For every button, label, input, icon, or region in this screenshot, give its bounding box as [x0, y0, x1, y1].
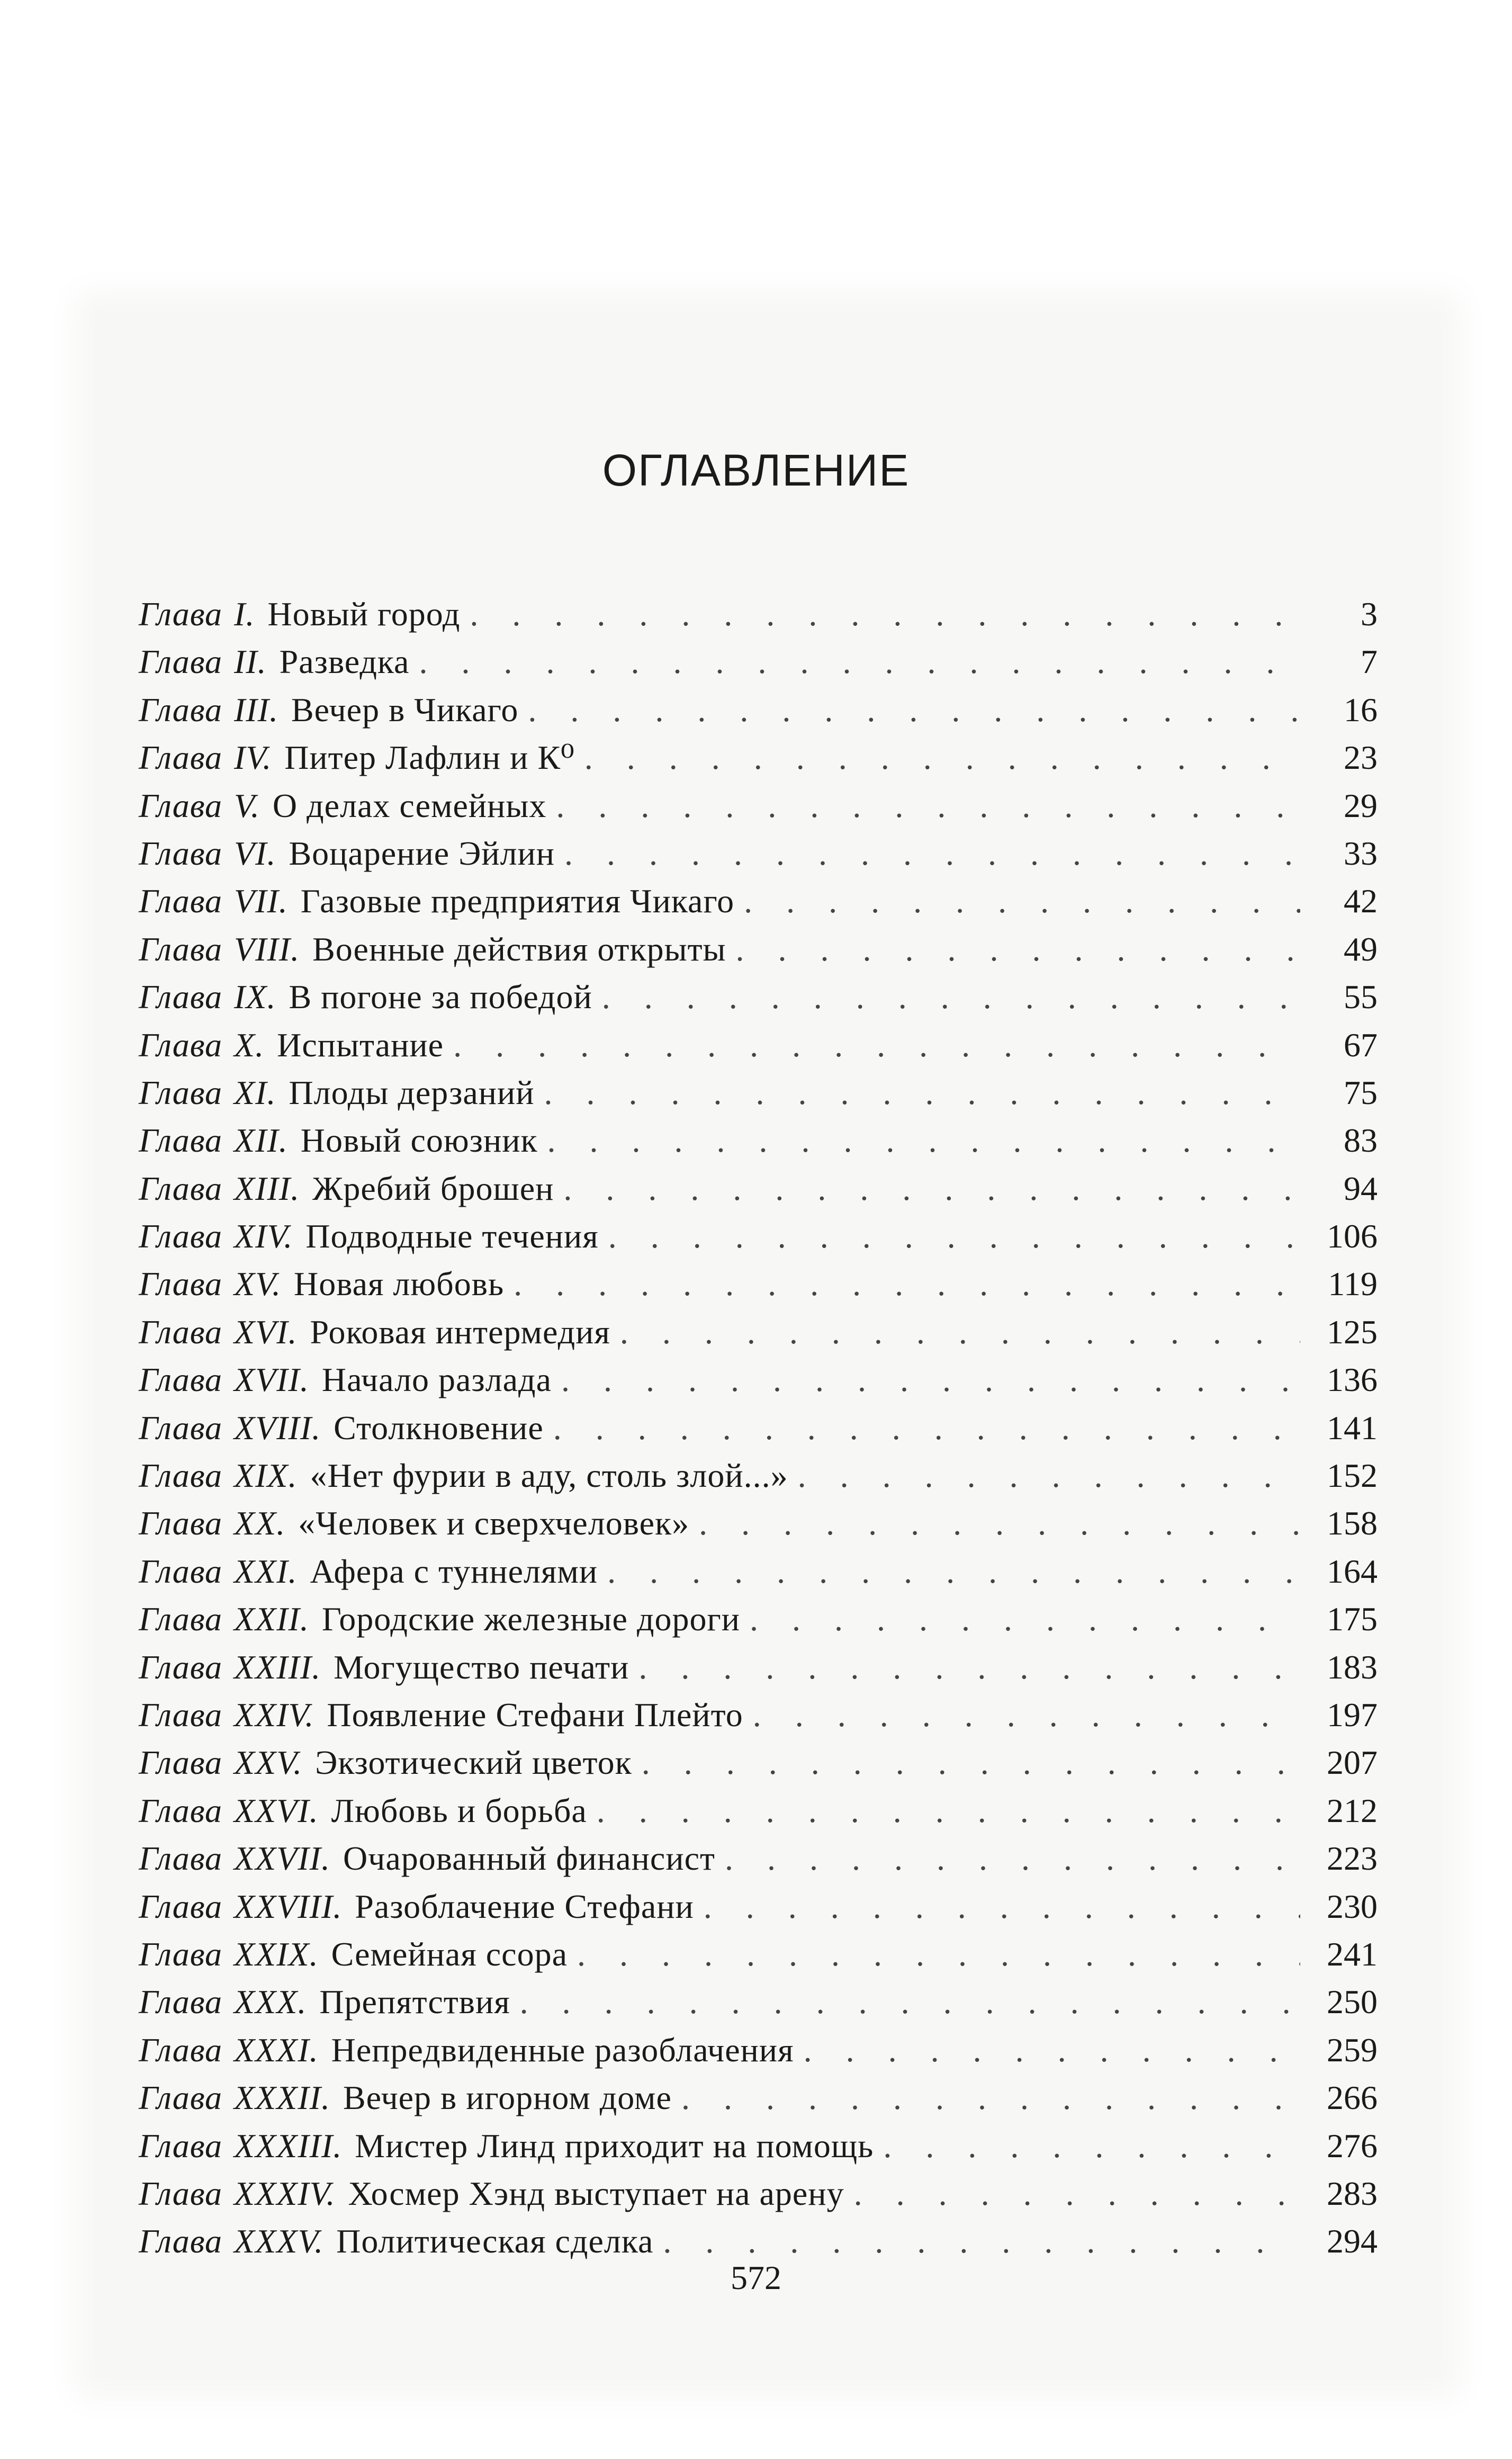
chapter-label — [139, 1644, 334, 1691]
page-number: 125 — [1327, 1313, 1378, 1351]
chapter-title: «Нет фурии в аду, столь злой...» — [310, 1457, 788, 1495]
numeral-separator: . — [314, 2222, 324, 2260]
dot-leader — [620, 1308, 1300, 1356]
chapter-label — [139, 973, 289, 1021]
numeral-separator: . — [312, 1408, 321, 1447]
chapter-word: Глава — [139, 1695, 223, 1734]
chapter-label — [139, 2122, 355, 2170]
chapter-label — [139, 782, 273, 830]
chapter-word: Глава — [139, 978, 223, 1016]
dot-leader — [602, 973, 1300, 1021]
chapter-title: Новая любовь — [293, 1265, 505, 1303]
chapter-label — [139, 1595, 322, 1643]
dot-leader — [553, 1404, 1300, 1452]
numeral-separator: . — [326, 2174, 336, 2212]
chapter-word: Глава — [139, 1552, 223, 1590]
dot-leader — [520, 1978, 1300, 2026]
chapter-word: Глава — [139, 1457, 223, 1495]
dot-leader — [564, 830, 1300, 877]
dot-leader — [470, 590, 1300, 638]
numeral-separator: . — [257, 643, 267, 681]
page-number: 183 — [1327, 1648, 1378, 1686]
chapter-word: Глава — [139, 1026, 223, 1064]
page-number: 7 — [1361, 643, 1378, 681]
chapter-numeral: XXVIII — [234, 1887, 334, 1925]
numeral-separator: . — [309, 1791, 319, 1829]
toc-entry[interactable] — [139, 1644, 1378, 1691]
chapter-numeral: XXII — [234, 1600, 300, 1638]
numeral-separator: . — [278, 882, 288, 920]
chapter-title: Роковая интермедия — [310, 1313, 610, 1351]
toc-entry[interactable] — [139, 1021, 1378, 1069]
chapter-numeral: I — [234, 595, 246, 633]
dot-leader — [528, 686, 1300, 734]
chapter-title: «Человек и сверхчеловек» — [298, 1504, 690, 1542]
numeral-separator: . — [267, 978, 276, 1016]
dot-leader — [607, 1548, 1300, 1595]
chapter-label — [139, 1356, 322, 1404]
toc-entry[interactable] — [139, 734, 1378, 782]
page-number: 212 — [1327, 1791, 1378, 1829]
chapter-label — [139, 638, 280, 686]
page-number: 223 — [1327, 1839, 1378, 1878]
numeral-separator: . — [246, 595, 255, 633]
toc-entry[interactable] — [139, 590, 1378, 638]
chapter-label — [139, 1452, 310, 1500]
dot-leader — [725, 1835, 1300, 1882]
chapter-title: Новый город — [267, 595, 461, 633]
dot-leader — [736, 926, 1300, 973]
toc-entry[interactable] — [139, 1595, 1378, 1643]
chapter-title: Появление Стефани Плейто — [327, 1695, 743, 1734]
page-number: 106 — [1327, 1217, 1378, 1255]
chapter-title: В погоне за победой — [289, 978, 592, 1016]
chapter-numeral: VII — [234, 882, 279, 920]
chapter-title: Городские железные дороги — [321, 1600, 740, 1638]
chapter-word: Глава — [139, 1983, 223, 2021]
toc-entry[interactable] — [139, 1691, 1378, 1739]
table-of-contents — [139, 590, 1378, 2266]
chapter-numeral: IV — [234, 739, 263, 777]
toc-entry[interactable] — [139, 1500, 1378, 1547]
toc-entry[interactable] — [139, 926, 1378, 973]
chapter-numeral: XXIII — [234, 1648, 312, 1686]
dot-leader — [577, 1931, 1300, 1978]
chapter-title: Газовые предприятия Чикаго — [300, 882, 735, 920]
dot-leader — [753, 1691, 1300, 1739]
chapter-word: Глава — [139, 1169, 223, 1207]
chapter-label — [139, 2170, 348, 2218]
chapter-numeral: XVII — [234, 1361, 300, 1399]
chapter-numeral: XXI — [234, 1552, 289, 1590]
toc-entry[interactable] — [139, 2122, 1378, 2170]
chapter-numeral: VIII — [234, 930, 291, 968]
numeral-separator: . — [278, 1121, 288, 1160]
page-number: 283 — [1327, 2174, 1378, 2212]
chapter-word: Глава — [139, 2126, 223, 2165]
chapter-label — [139, 1021, 277, 1069]
dot-leader — [699, 1500, 1300, 1547]
numeral-separator: . — [300, 1600, 309, 1638]
chapter-word: Глава — [139, 1839, 223, 1878]
chapter-word: Глава — [139, 882, 223, 920]
chapter-numeral: XVIII — [234, 1408, 312, 1447]
toc-entry[interactable] — [139, 2074, 1378, 2122]
page-number: 294 — [1327, 2222, 1378, 2260]
chapter-word: Глава — [139, 1313, 223, 1351]
chapter-label — [139, 1548, 310, 1595]
chapter-title: Могущество печати — [334, 1648, 629, 1686]
chapter-word: Глава — [139, 1408, 223, 1447]
chapter-title: Непредвиденные разоблачения — [331, 2031, 794, 2069]
chapter-label — [139, 877, 301, 925]
chapter-numeral: XII — [234, 1121, 279, 1160]
toc-entry[interactable] — [139, 877, 1378, 925]
dot-leader — [854, 2170, 1300, 2218]
page-number: 276 — [1327, 2126, 1378, 2165]
chapter-label — [139, 830, 289, 877]
toc-entry[interactable] — [139, 2170, 1378, 2218]
chapter-numeral: XX — [234, 1504, 277, 1542]
chapter-numeral: XIII — [234, 1169, 291, 1207]
dot-leader — [419, 638, 1300, 686]
numeral-separator: . — [276, 1504, 286, 1542]
numeral-separator: . — [293, 1744, 303, 1782]
chapter-word: Глава — [139, 2031, 223, 2069]
chapter-label — [139, 686, 291, 734]
chapter-word: Глава — [139, 1121, 223, 1160]
chapter-title: Разоблачение Стефани — [355, 1887, 694, 1925]
page-number: 197 — [1327, 1695, 1378, 1734]
page-number: 207 — [1327, 1744, 1378, 1782]
dot-leader — [642, 1739, 1300, 1787]
chapter-label — [139, 1500, 298, 1547]
dot-leader — [883, 2122, 1300, 2170]
toc-entry[interactable] — [139, 1069, 1378, 1117]
dot-leader — [750, 1595, 1300, 1643]
chapter-word: Глава — [139, 1887, 223, 1925]
toc-entry[interactable] — [139, 1978, 1378, 2026]
chapter-numeral: XV — [234, 1265, 272, 1303]
numeral-separator: . — [288, 1457, 298, 1495]
chapter-label — [139, 2026, 331, 2074]
chapter-label — [139, 1308, 310, 1356]
chapter-title: Вечер в игорном доме — [343, 2079, 672, 2117]
numeral-separator: . — [312, 1648, 321, 1686]
chapter-title: Вечер в Чикаго — [291, 690, 519, 729]
chapter-word: Глава — [139, 930, 223, 968]
toc-entry[interactable] — [139, 686, 1378, 734]
chapter-title: Очарованный финансист — [343, 1839, 715, 1878]
chapter-title: Плоды дерзаний — [289, 1073, 535, 1111]
page-number: 67 — [1344, 1026, 1378, 1064]
numeral-separator: . — [298, 1983, 307, 2021]
toc-entry[interactable] — [139, 1883, 1378, 1931]
page-number: 42 — [1344, 882, 1378, 920]
chapter-numeral: V — [234, 786, 251, 824]
chapter-label — [139, 1404, 334, 1452]
toc-entry[interactable] — [139, 1213, 1378, 1260]
chapter-word: Глава — [139, 595, 223, 633]
dot-leader — [704, 1883, 1300, 1931]
folio-page-number: 572 — [731, 2259, 781, 2296]
toc-entry[interactable] — [139, 2026, 1378, 2074]
chapter-numeral: XXXIV — [234, 2174, 327, 2212]
chapter-title: Испытание — [277, 1026, 444, 1064]
chapter-word: Глава — [139, 1935, 223, 1973]
chapter-word: Глава — [139, 1265, 223, 1303]
dot-leader — [597, 1787, 1300, 1835]
chapter-title: Препятствия — [319, 1983, 510, 2021]
toc-entry[interactable] — [139, 1739, 1378, 1787]
dot-leader — [804, 2026, 1300, 2074]
chapter-numeral: XXV — [234, 1744, 294, 1782]
page-number: 158 — [1327, 1504, 1378, 1542]
page-number: 83 — [1344, 1121, 1378, 1160]
chapter-title: Жребий брошен — [312, 1169, 554, 1207]
dot-leader — [584, 734, 1300, 782]
chapter-word: Глава — [139, 1791, 223, 1829]
chapter-title: Столкновение — [334, 1408, 544, 1447]
numeral-separator: . — [291, 930, 300, 968]
chapter-word: Глава — [139, 690, 223, 729]
chapter-word: Глава — [139, 2079, 223, 2117]
numeral-separator: . — [255, 1026, 265, 1064]
chapter-title: Мистер Линд приходит на помощь — [355, 2126, 874, 2165]
chapter-numeral: III — [234, 690, 269, 729]
chapter-word: Глава — [139, 1600, 223, 1638]
chapter-numeral: XIX — [234, 1457, 289, 1495]
chapter-title: Хосмер Хэнд выступает на арену — [348, 2174, 844, 2212]
numeral-separator: . — [309, 2031, 319, 2069]
toc-entry[interactable] — [139, 830, 1378, 877]
numeral-separator: . — [309, 1935, 319, 1973]
chapter-title: Экзотический цветок — [315, 1744, 632, 1782]
dot-leader — [547, 1117, 1300, 1164]
page-number: 29 — [1344, 786, 1378, 824]
page-number: 33 — [1344, 834, 1378, 872]
page-number: 94 — [1344, 1169, 1378, 1207]
chapter-word: Глава — [139, 786, 223, 824]
dot-leader — [514, 1260, 1300, 1308]
chapter-title: Любовь и борьба — [331, 1791, 587, 1829]
chapter-title: Питер Лафлин и К⁰ — [284, 739, 575, 777]
numeral-separator: . — [333, 1887, 343, 1925]
chapter-label — [139, 590, 267, 638]
numeral-separator: . — [300, 1361, 309, 1399]
page-number: 23 — [1344, 739, 1378, 777]
toc-entry[interactable] — [139, 1308, 1378, 1356]
chapter-label — [139, 1739, 315, 1787]
page-number: 136 — [1327, 1361, 1378, 1399]
chapter-word: Глава — [139, 1504, 223, 1542]
numeral-separator: . — [333, 2126, 343, 2165]
numeral-separator: . — [305, 1695, 314, 1734]
chapter-numeral: II — [234, 643, 258, 681]
page-number: 152 — [1327, 1457, 1378, 1495]
chapter-title: Военные действия открыты — [312, 930, 726, 968]
chapter-label — [139, 1691, 327, 1739]
toc-entry[interactable] — [139, 973, 1378, 1021]
chapter-label — [139, 1213, 305, 1260]
chapter-title: Афера с туннелями — [310, 1552, 598, 1590]
page-number: 259 — [1327, 2031, 1378, 2069]
chapter-title: О делах семейных — [272, 786, 547, 824]
chapter-word: Глава — [139, 739, 223, 777]
toc-entry[interactable] — [139, 1165, 1378, 1213]
chapter-label — [139, 1787, 331, 1835]
chapter-numeral: XXIV — [234, 1695, 305, 1734]
chapter-numeral: XXXV — [234, 2222, 315, 2260]
toc-entry[interactable] — [139, 638, 1378, 686]
numeral-separator: . — [321, 1839, 330, 1878]
page-number: 75 — [1344, 1073, 1378, 1111]
chapter-numeral: X — [234, 1026, 256, 1064]
dot-leader — [744, 877, 1300, 925]
chapter-word: Глава — [139, 834, 223, 872]
chapter-title: Семейная ссора — [331, 1935, 568, 1973]
dot-leader — [544, 1069, 1301, 1117]
chapter-numeral: XXVII — [234, 1839, 321, 1878]
chapter-title: Воцарение Эйлин — [289, 834, 555, 872]
chapter-label — [139, 734, 284, 782]
page-number: 266 — [1327, 2079, 1378, 2117]
numeral-separator: . — [269, 690, 278, 729]
numeral-separator: . — [267, 1073, 276, 1111]
chapter-word: Глава — [139, 1744, 223, 1782]
chapter-numeral: IX — [234, 978, 267, 1016]
chapter-numeral: XXXII — [234, 2079, 321, 2117]
numeral-separator: . — [267, 834, 276, 872]
chapter-numeral: XI — [234, 1073, 267, 1111]
page-number: 16 — [1344, 690, 1378, 729]
page-number: 250 — [1327, 1983, 1378, 2021]
numeral-separator: . — [272, 1265, 281, 1303]
numeral-separator: . — [263, 739, 272, 777]
chapter-title: Подводные течения — [305, 1217, 599, 1255]
chapter-word: Глава — [139, 1361, 223, 1399]
dot-leader — [798, 1452, 1300, 1500]
chapter-numeral: XIV — [234, 1217, 284, 1255]
toc-entry[interactable] — [139, 1452, 1378, 1500]
page-number: 241 — [1327, 1935, 1378, 1973]
chapter-label — [139, 2074, 343, 2122]
chapter-numeral: XXIX — [234, 1935, 310, 1973]
chapter-label — [139, 1165, 312, 1213]
toc-entry[interactable] — [139, 1117, 1378, 1164]
page-number: 164 — [1327, 1552, 1378, 1590]
toc-entry[interactable] — [139, 1931, 1378, 1978]
dot-leader — [681, 2074, 1300, 2122]
chapter-numeral: VI — [234, 834, 267, 872]
page-number: 141 — [1327, 1408, 1378, 1447]
chapter-title: Разведка — [279, 643, 410, 681]
numeral-separator: . — [321, 2079, 330, 2117]
page-number: 55 — [1344, 978, 1378, 1016]
toc-entry[interactable] — [139, 1835, 1378, 1882]
dot-leader — [556, 782, 1300, 830]
chapter-label — [139, 926, 312, 973]
page-title: ОГЛАВЛЕНИЕ — [602, 445, 910, 495]
page-number: 49 — [1344, 930, 1378, 968]
chapter-word: Глава — [139, 1648, 223, 1686]
chapter-title: Новый союзник — [300, 1121, 538, 1160]
toc-entry[interactable] — [139, 1356, 1378, 1404]
dot-leader — [638, 1644, 1300, 1691]
chapter-numeral: XVI — [234, 1313, 289, 1351]
chapter-word: Глава — [139, 1073, 223, 1111]
toc-entry[interactable] — [139, 782, 1378, 830]
toc-entry[interactable] — [139, 1548, 1378, 1595]
chapter-label — [139, 1069, 289, 1117]
toc-entry[interactable] — [139, 1404, 1378, 1452]
page-number: 175 — [1327, 1600, 1378, 1638]
chapter-label — [139, 1835, 343, 1882]
numeral-separator: . — [284, 1217, 293, 1255]
numeral-separator: . — [288, 1552, 298, 1590]
chapter-numeral: XXX — [234, 1983, 298, 2021]
chapter-label — [139, 1978, 319, 2026]
chapter-label — [139, 1117, 301, 1164]
dot-leader — [608, 1213, 1300, 1260]
toc-entry[interactable] — [139, 1787, 1378, 1835]
chapter-title: Политическая сделка — [336, 2222, 654, 2260]
toc-entry[interactable] — [139, 1260, 1378, 1308]
chapter-label — [139, 1931, 331, 1978]
chapter-numeral: XXVI — [234, 1791, 310, 1829]
chapter-numeral: XXXI — [234, 2031, 310, 2069]
dot-leader — [561, 1356, 1300, 1404]
numeral-separator: . — [288, 1313, 298, 1351]
chapter-word: Глава — [139, 1217, 223, 1255]
dot-leader — [563, 1165, 1300, 1213]
chapter-title: Начало разлада — [321, 1361, 552, 1399]
chapter-word: Глава — [139, 2174, 223, 2212]
page-number: 230 — [1327, 1887, 1378, 1925]
numeral-separator: . — [291, 1169, 300, 1207]
chapter-word: Глава — [139, 2222, 223, 2260]
chapter-label — [139, 1883, 355, 1931]
page-number: 3 — [1361, 595, 1378, 633]
page-number: 119 — [1328, 1265, 1378, 1303]
numeral-separator: . — [250, 786, 260, 824]
chapter-word: Глава — [139, 643, 223, 681]
dot-leader — [453, 1021, 1300, 1069]
chapter-label — [139, 1260, 294, 1308]
chapter-numeral: XXXIII — [234, 2126, 334, 2165]
